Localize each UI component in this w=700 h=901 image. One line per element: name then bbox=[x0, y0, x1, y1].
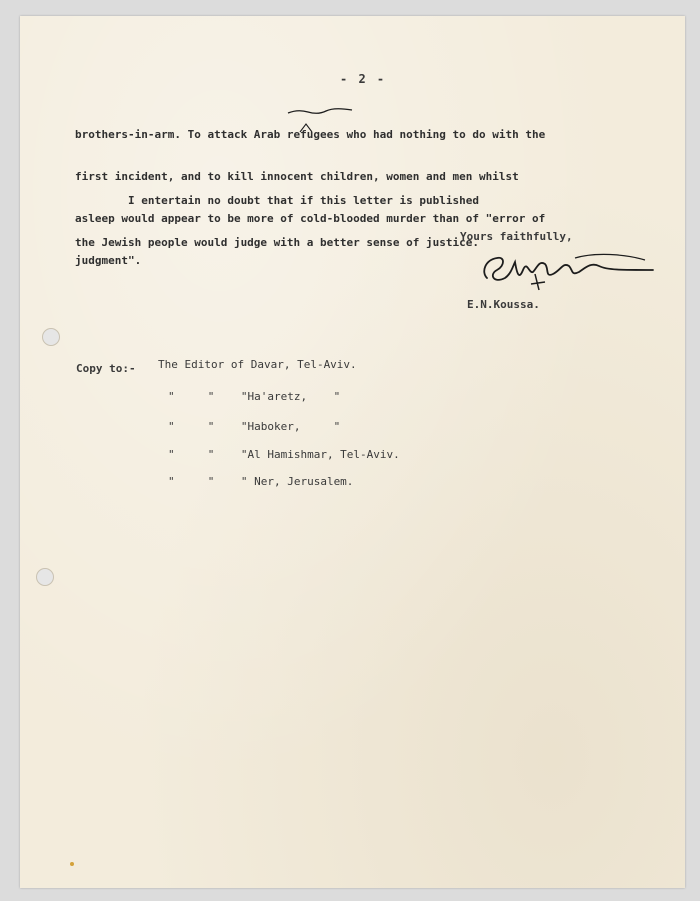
paragraph-1-line: judgment". bbox=[75, 254, 142, 267]
copy-recipient-row: The Editor of Davar, Tel-Aviv. bbox=[158, 358, 357, 371]
copy-to-label: Copy to:- bbox=[76, 362, 136, 375]
page-number: - 2 - bbox=[340, 72, 387, 86]
letter-page bbox=[20, 16, 685, 888]
copy-recipient-row: " " " Ner, Jerusalem. bbox=[168, 475, 354, 488]
paragraph-2-line: I entertain no doubt that if this letter is published bbox=[75, 194, 479, 207]
paragraph-2-line: the Jewish people would judge with a better sense of justice. bbox=[75, 236, 479, 249]
closing-salutation: Yours faithfully, bbox=[460, 230, 573, 243]
punch-hole-bottom bbox=[36, 568, 54, 586]
signer-name: E.N.Koussa. bbox=[467, 298, 540, 311]
copy-recipient-row: " " "Ha'aretz, " bbox=[168, 390, 341, 403]
paper-speck bbox=[70, 862, 74, 866]
copy-recipient-row: " " "Al Hamishmar, Tel-Aviv. bbox=[168, 448, 400, 461]
paragraph-1-line: first incident, and to kill innocent children, women and men whilst bbox=[75, 170, 519, 183]
handwritten-signature bbox=[475, 244, 660, 294]
caret-insertion-mark bbox=[298, 114, 338, 136]
paragraph-1-line: brothers-in-arm. To attack Arab refugees who had nothing to do with the bbox=[75, 128, 546, 141]
paragraph-1-line: asleep would appear to be more of cold-blooded murder than of "error of bbox=[75, 212, 546, 225]
copy-recipient-row: " " "Haboker, " bbox=[168, 420, 341, 433]
punch-hole-top bbox=[42, 328, 60, 346]
